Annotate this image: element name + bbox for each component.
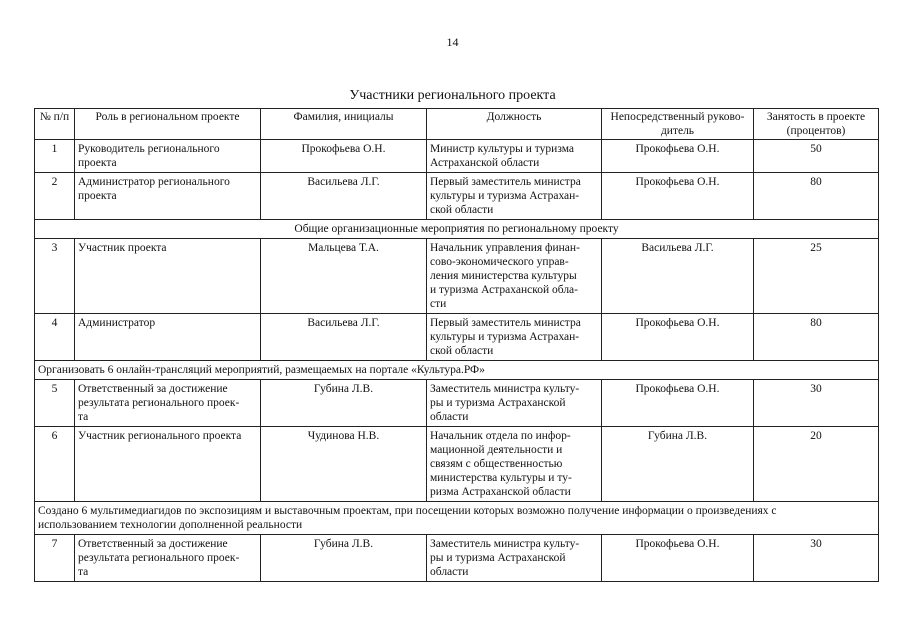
row-number: 7 [35, 535, 75, 582]
row-supervisor: Прокофьева О.Н. [602, 314, 754, 361]
row-position: Заместитель министра культу- ры и туризма Астраханской области [427, 380, 602, 427]
row-role: Руководитель регионального проекта [75, 140, 261, 173]
row-load: 30 [754, 535, 879, 582]
table-row [35, 140, 879, 173]
column-header-supervisor: Непосредственный руково- дитель [602, 109, 754, 140]
row-position: Начальник отдела по инфор- мационной деятельности и связям с общественностью министерства культуры и ту- ризма Астраханской области [427, 427, 602, 502]
row-name: Васильева Л.Г. [261, 173, 427, 220]
row-load: 80 [754, 173, 879, 220]
row-number: 1 [35, 140, 75, 173]
row-role: Участник регионального проекта [75, 427, 261, 502]
row-number: 4 [35, 314, 75, 361]
table-header-row [35, 109, 879, 140]
table-row [35, 314, 879, 361]
row-position: Заместитель министра культу- ры и туризма Астраханской области [427, 535, 602, 582]
row-name: Чудинова Н.В. [261, 427, 427, 502]
section-row [35, 361, 879, 380]
row-load: 25 [754, 239, 879, 314]
row-role: Ответственный за достижение результата регионального проек- та [75, 535, 261, 582]
column-header-load: Занятость в проекте (процентов) [754, 109, 879, 140]
row-load: 30 [754, 380, 879, 427]
row-position: Начальник управления финан- сово-экономического управ- ления министерства культуры и туризма Астраханской обла- сти [427, 239, 602, 314]
column-header-name: Фамилия, инициалы [261, 109, 427, 140]
section-heading: Организовать 6 онлайн-трансляций мероприятий, размещаемых на портале «Культура.РФ» [35, 361, 879, 380]
column-header-position: Должность [427, 109, 602, 140]
row-number: 5 [35, 380, 75, 427]
participants-table [34, 108, 879, 582]
row-supervisor: Васильева Л.Г. [602, 239, 754, 314]
row-name: Васильева Л.Г. [261, 314, 427, 361]
row-load: 80 [754, 314, 879, 361]
row-name: Губина Л.В. [261, 535, 427, 582]
row-name: Мальцева Т.А. [261, 239, 427, 314]
row-name: Прокофьева О.Н. [261, 140, 427, 173]
row-load: 50 [754, 140, 879, 173]
row-number: 6 [35, 427, 75, 502]
table-row [35, 535, 879, 582]
row-name: Губина Л.В. [261, 380, 427, 427]
section-heading: Общие организационные мероприятия по региональному проекту [35, 220, 879, 239]
section-row [35, 502, 879, 535]
row-number: 3 [35, 239, 75, 314]
section-heading: Создано 6 мультимедиагидов по экспозициям и выставочным проектам, при посещении которых возможно получение информации о произведениях с использованием технологии дополненной реальности [35, 502, 879, 535]
row-supervisor: Прокофьева О.Н. [602, 380, 754, 427]
row-load: 20 [754, 427, 879, 502]
table-row [35, 239, 879, 314]
section-row [35, 220, 879, 239]
row-role: Администратор [75, 314, 261, 361]
page-number: 14 [446, 35, 459, 49]
column-header-number: № п/п [35, 109, 75, 140]
row-role: Ответственный за достижение результата регионального проек- та [75, 380, 261, 427]
row-position: Первый заместитель министра культуры и туризма Астрахан- ской области [427, 173, 602, 220]
table-row [35, 427, 879, 502]
row-role: Участник проекта [75, 239, 261, 314]
row-position: Первый заместитель министра культуры и туризма Астрахан- ской области [427, 314, 602, 361]
row-supervisor: Прокофьева О.Н. [602, 173, 754, 220]
row-number: 2 [35, 173, 75, 220]
column-header-role: Роль в региональном проекте [75, 109, 261, 140]
row-supervisor: Прокофьева О.Н. [602, 140, 754, 173]
row-supervisor: Губина Л.В. [602, 427, 754, 502]
table-row [35, 173, 879, 220]
row-supervisor: Прокофьева О.Н. [602, 535, 754, 582]
page-title: Участники регионального проекта [349, 88, 556, 103]
row-position: Министр культуры и туризма Астраханской области [427, 140, 602, 173]
row-role: Администратор регионального проекта [75, 173, 261, 220]
table-row [35, 380, 879, 427]
